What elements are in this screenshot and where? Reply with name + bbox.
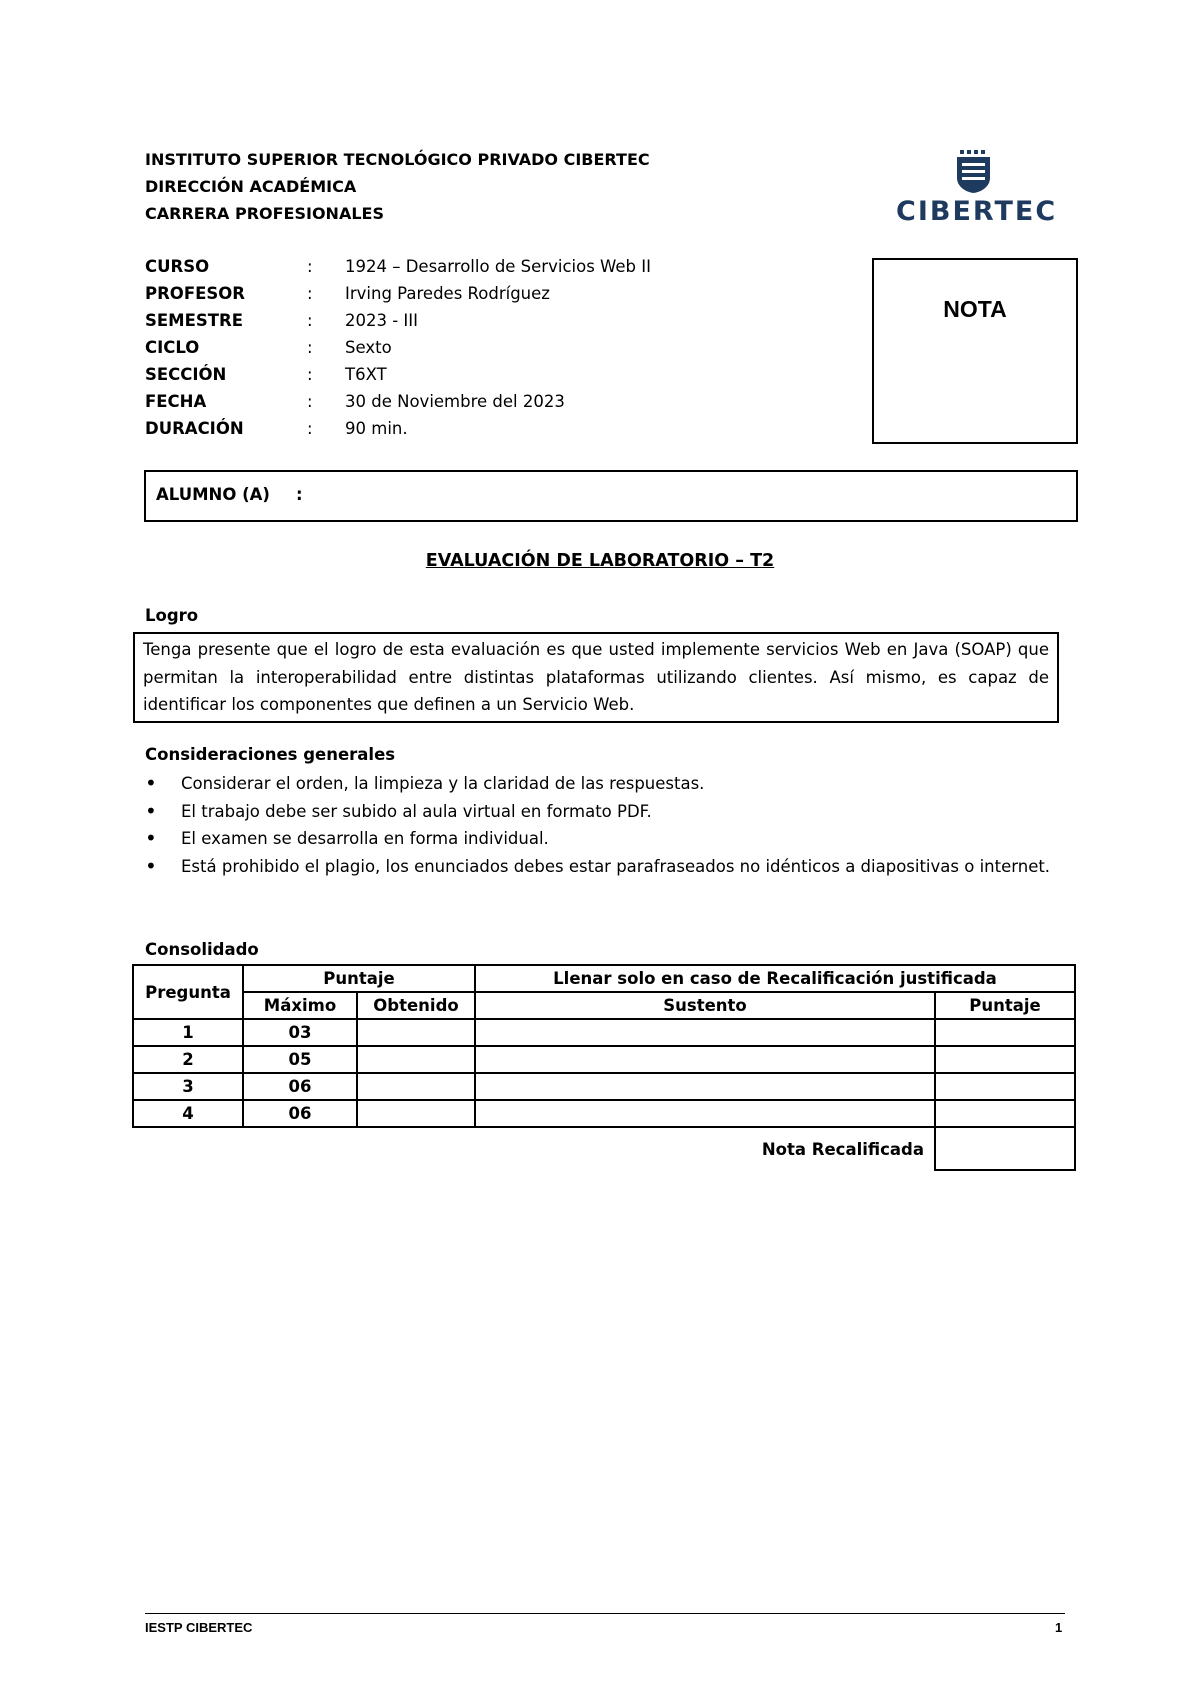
nota-box[interactable] [872, 258, 1078, 444]
evaluation-title: EVALUACIÓN DE LABORATORIO – T2 [425, 551, 775, 571]
table-row [133, 1073, 1075, 1100]
page-number: 1 [1055, 1620, 1063, 1635]
alumno-field[interactable] [144, 470, 1078, 522]
nota-recalificada-row [133, 1127, 1075, 1170]
logro-heading: Logro [145, 606, 199, 625]
sustento-cell[interactable] [475, 1073, 935, 1100]
empty-cell [133, 1127, 243, 1170]
consolidado-table [132, 964, 1076, 1171]
footer-institution: IESTP CIBERTEC [145, 1620, 253, 1635]
puntaje-cell[interactable] [935, 1073, 1075, 1100]
col-pregunta-header: Pregunta [133, 965, 243, 1019]
table-row [133, 1046, 1075, 1073]
empty-cell [243, 1127, 357, 1170]
info-label: SECCIÓN [145, 365, 227, 384]
info-colon: : [307, 338, 313, 357]
info-colon: : [307, 419, 313, 438]
info-label: CICLO [145, 338, 200, 357]
pregunta-cell: 1 [133, 1019, 243, 1046]
info-row-seccion [145, 361, 765, 388]
info-value: Irving Paredes Rodríguez [345, 284, 550, 303]
info-value: 90 min. [345, 419, 408, 438]
col-puntaje2-header: Puntaje [935, 992, 1075, 1019]
obtenido-cell[interactable] [357, 1046, 475, 1073]
puntaje-cell[interactable] [935, 1019, 1075, 1046]
academic-direction: DIRECCIÓN ACADÉMICA [145, 177, 357, 196]
alumno-label: ALUMNO (A) [156, 485, 270, 504]
maximo-cell: 03 [243, 1019, 357, 1046]
info-colon: : [307, 365, 313, 384]
info-colon: : [307, 311, 313, 330]
info-row-duracion [145, 415, 765, 442]
table-row [133, 1019, 1075, 1046]
info-label: SEMESTRE [145, 311, 243, 330]
list-item: • Considerar el orden, la limpieza y la claridad de las respuestas. [145, 770, 1065, 798]
maximo-cell: 06 [243, 1100, 357, 1127]
col-obtenido-header: Obtenido [357, 992, 475, 1019]
pregunta-cell: 2 [133, 1046, 243, 1073]
info-label: CURSO [145, 257, 210, 276]
footer-divider [145, 1613, 1065, 1614]
nota-label: NOTA [943, 296, 1007, 322]
considerations-list [145, 770, 1065, 880]
careers-label: CARRERA PROFESIONALES [145, 204, 384, 223]
sustento-cell[interactable] [475, 1046, 935, 1073]
logo-wordmark: CIBERTEC [896, 196, 1058, 227]
obtenido-cell[interactable] [357, 1073, 475, 1100]
list-item: • El trabajo debe ser subido al aula virtual en formato PDF. [145, 798, 1065, 826]
info-colon: : [307, 392, 313, 411]
obtenido-cell[interactable] [357, 1100, 475, 1127]
info-row-ciclo [145, 334, 765, 361]
table-row [133, 1100, 1075, 1127]
info-colon: : [307, 284, 313, 303]
list-item: • Está prohibido el plagio, los enunciados debes estar parafraseados no idénticos a diapositivas o internet. [145, 853, 1065, 881]
info-value: 2023 - III [345, 311, 419, 330]
info-row-semestre [145, 307, 765, 334]
info-colon: : [307, 257, 313, 276]
info-value: 30 de Noviembre del 2023 [345, 392, 565, 411]
col-recalificacion-header: Llenar solo en caso de Recalificación justificada [475, 965, 1075, 992]
alumno-colon: : [296, 485, 303, 504]
obtenido-cell[interactable] [357, 1019, 475, 1046]
list-item: • El examen se desarrolla en forma individual. [145, 825, 1065, 853]
maximo-cell: 05 [243, 1046, 357, 1073]
info-label: FECHA [145, 392, 207, 411]
shield-icon [896, 150, 1051, 196]
institution-name: INSTITUTO SUPERIOR TECNOLÓGICO PRIVADO CIBERTEC [145, 150, 650, 169]
pregunta-cell: 3 [133, 1073, 243, 1100]
consolidado-heading: Consolidado [145, 940, 259, 959]
info-value: Sexto [345, 338, 392, 357]
info-row-profesor [145, 280, 765, 307]
pregunta-cell: 4 [133, 1100, 243, 1127]
empty-cell [357, 1127, 475, 1170]
cibertec-logo [896, 150, 1058, 227]
logro-text: Tenga presente que el logro de esta evaluación es que usted implemente servicios Web en Java (SOAP) que permitan la interoperabilidad entre distintas plataformas utilizando clientes. Así mismo, es capaz de identificar los componentes que definen a un Servicio Web. [133, 632, 1059, 723]
maximo-cell: 06 [243, 1073, 357, 1100]
info-value: T6XT [345, 365, 387, 384]
considerations-heading: Consideraciones generales [145, 745, 396, 764]
info-value: 1924 – Desarrollo de Servicios Web II [345, 257, 651, 276]
nota-recalificada-label: Nota Recalificada [761, 1139, 924, 1159]
nota-recalificada-cell[interactable] [935, 1127, 1075, 1170]
info-label: DURACIÓN [145, 419, 244, 438]
puntaje-cell[interactable] [935, 1046, 1075, 1073]
col-maximo-header: Máximo [243, 992, 357, 1019]
sustento-cell[interactable] [475, 1100, 935, 1127]
info-row-fecha [145, 388, 765, 415]
info-label: PROFESOR [145, 284, 245, 303]
col-puntaje-header: Puntaje [243, 965, 475, 992]
puntaje-cell[interactable] [935, 1100, 1075, 1127]
info-row-curso [145, 253, 765, 280]
col-sustento-header: Sustento [475, 992, 935, 1019]
sustento-cell[interactable] [475, 1019, 935, 1046]
